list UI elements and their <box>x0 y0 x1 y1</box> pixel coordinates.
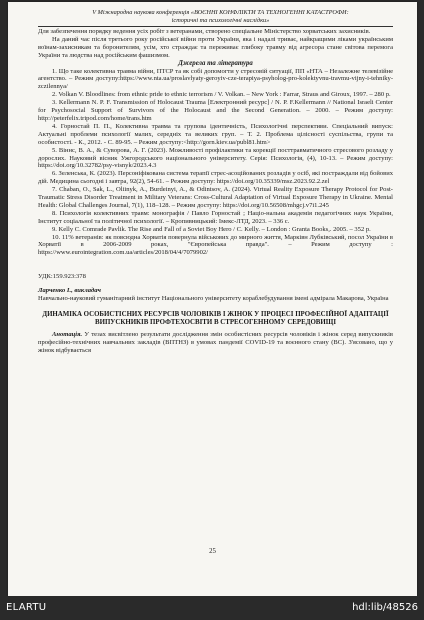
article-title: ДИНАМІКА ОСОБИСТІСНИХ РЕСУРСІВ ЧОЛОВІКІВ І ЖІНОК У ПРОЦЕСІ ПРОФЕСІЙНОЇ АДАПТАЦІЇ ВИПУСКНИКІВ ПРОФТЕХОСВІТИ В СТРЕСОГЕННОМУ СЕРЕДОВИЩІ <box>42 311 389 327</box>
abstract-label: Анотація. <box>52 331 83 339</box>
page-body <box>38 28 393 355</box>
references-heading: Джерела та література <box>178 59 253 67</box>
abstract-text: У тезах висвітлено результати дослідження змін особистісних ресурсів чоловіків і жінок серед випускників професійно-технічних навчальних закладів (ВПТНЗ) в умовах пандемії COVID-19 та воєнного стану (ВС). З'ясовано, що у жінок відбувається <box>38 331 393 355</box>
author-affiliation: Навчально-науковий гуманітарний інститут Національного університету кораблебудування імені адмірала Макарова, Україна <box>38 295 389 303</box>
author-name: Ларченко І., викладач <box>38 287 101 295</box>
viewer-footer-bar <box>0 596 424 620</box>
reference-item: 2. Volkan V. Bloodlines: from ethnic pride to ethnic terrorism / V. Volkan. – New York : Farrar, Straus and Giroux, 1997. – 280 p. <box>52 91 391 99</box>
reference-item: 1. Що таке колективна травма війни, ПТСР та як собі допомогти у стресовій ситуації, ПП «НТА – Незалежне телевізійне агентство. – Режим доступу:https://www.nta.ua/proslavlyaty-geroyiv-cze-terapiya-psyholog-pro-kolektyvnu-travmu-vijny-i-tehniky-zczilennya/ <box>38 67 393 91</box>
conference-header-line1: V Міжнародна наукова конференція «ВОЄННІ КОНФЛІКТИ ТА ТЕХНОГЕННІ КАТАСТРОФИ: <box>92 9 349 16</box>
reference-item: 9. Kelly C. Comrade Pavlik. The Rise and Fall of a Soviet Boy Hero / C. Kelly. – London : Granta Books,. 2005. – 352 p. <box>52 225 371 233</box>
reference-item: 8. Психологія колективних травм: монографія / Павло Горностай ; Націо-нальна академія педагогічних наук України, Інститут соціальної та політичної психології. – Кропивницький: Імекс-ЛТД, 2023. – 336 с. <box>38 209 393 225</box>
abstract-paragraph <box>38 331 393 355</box>
reference-item: 4. Горностай П. П., Колективна травма та групова ідентичність, Психологічні перспективи. Спеціальний випуск: Актуальні проблеми психології малих, середніх та великих груп. – Т. 2. Проблема цілісності суспільства, групи та особистості. - К., 2012. - С. 89-95. – Режим доступу:<http://gorn.kiev.ua/publ81.htm> <box>38 122 393 146</box>
reference-item: 7. Chaban, O., Sak, L., Oliinyk, A., Burdeinyi, A., & Odintsov, A. (2024). Virtual Reality Exposure Therapy Protocol for Post-Traumatic Stress Disorder Treatment in Military Veterans: Cross-Cultural Adaptation of Virtual Exposure Therapy in Ukraine. Mental Health: Global Challenges Journal, 7(1), 118–128. – Режим доступу: https://doi.org/10.56508/mhgcj.v7i1.245 <box>38 186 393 209</box>
reference-item: 6. Зеленська, К. (2023). Персоніфікована система терапії стрес-асоційованих розладів у осіб, які постраждали від бойових дій. Медицина сьогодні і завтра, 92(2), 54-61. – Режим доступу: https://doi.org/10.35339/msz.2023.92.2.zel <box>38 170 393 186</box>
intro-paragraph-2: На даний час після третього року російської війни проти України, яка і надалі триває, найкращими ліками українським воїнам-захисникам та боронителям, усім, хто страждає та переживає глибоку травму від агресора стане світова перемога України та людства над російським фашизмом. <box>38 35 393 59</box>
page-number: 25 <box>209 548 216 555</box>
header-divider <box>38 26 393 27</box>
conference-header-line2: історичні та психологічні наслідки» <box>171 16 270 24</box>
conference-header <box>48 9 393 24</box>
reference-item: 3. Kellermann N. P. F. Transmission of Holocaust Trauma [Електронний ресурс] / N. P. F.Kellermann // National Israeli Center for Psychosocial Support of Survivors of the Holocaust and the Second Generation. – 2000. – Режим доступу: http://peterfelix.tripod.com/home/trans.htm <box>38 99 393 122</box>
reference-item: 5. Віннс, В. А., & Суворова, А. Г. (2023). Можливості профілактики та корекції посттравматичного стресового розладу у дорослих. Науковий вісник Ужгородського національного університету. Серія: Психологія, (4), 10-13. – Режим доступу: https://doi.org/10.32782/psy-visnyk/2023.4.3 <box>38 146 393 170</box>
handle-label: hdl:lib/48526 <box>352 602 418 613</box>
document-page <box>8 2 417 596</box>
repository-label: ELARTU <box>6 602 47 613</box>
intro-paragraph-1: Для забезпечення порядку ведення усіх робіт з ветеранами, створено спеціальне Міністерство хорватських захисників. <box>38 28 371 35</box>
udc-code: УДК:159.923:378 <box>38 273 86 281</box>
reference-item: 10. 11% ветеранів: як повсюдна Хорватія повернула військових до мирного життя, Марківн Лубківський, посол України в Хорватії в 2006-2009 роках, "Європейська правда". – Режим доступу : https://www.eurointegration.com.ua/articles/2018/04/4/7079902/ <box>38 233 393 257</box>
